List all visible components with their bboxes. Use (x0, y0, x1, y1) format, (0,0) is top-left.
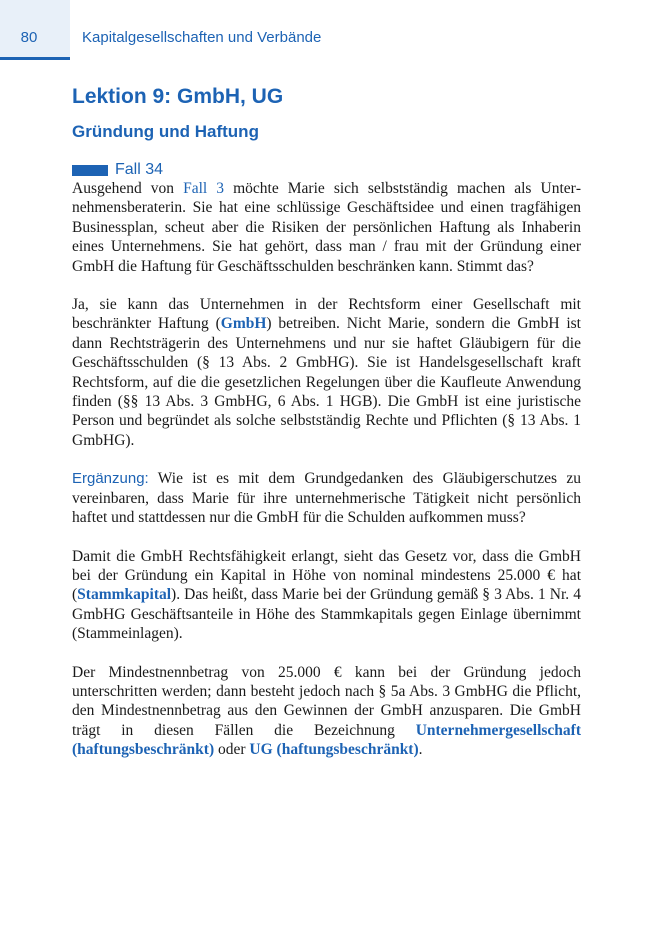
page-number-tab (0, 0, 70, 60)
text-span: oder (214, 741, 250, 759)
section-title: Gründung und Haftung (72, 122, 259, 141)
text-span: Ausgehend von (72, 180, 184, 197)
supplement-paragraph (72, 469, 581, 527)
text-span: Ja, sie kann das Unternehmen in der Rechtsform einer Gesellschaft mit beschränkter Haftung ( (72, 296, 581, 333)
text-span: ). Das heißt, dass Marie bei der Gründung gemäß § 3 Abs. 1 Nr. 4 GmbHG Geschäftsanteile in Höhe des Stammkapitals gegen Einlage übernimmt (Stammeinlagen). (72, 586, 581, 643)
text-span: ) betreiben. Nicht Marie, sondern die GmbH ist dann Rechtsträgerin des Unternehmens und nur sie haftet Gläubigern für die Geschäftsschulden (§ 13 Abs. 2 GmbHG). Sie ist Handelsgesellschaft kraft Rechtsform, auf die die gesetzlichen Regelungen über die Kaufleute Anwendung finden (§§ 13 Abs. 3 GmbHG, 6 Abs. 1 HGB). Die GmbH ist eine juristische Person und begründet als solche selbstständig Rechte und Pflichten (§ 13 Abs. 1 GmbHG). (72, 315, 581, 449)
case-question-paragraph (72, 179, 581, 276)
key-term-stammkapital: Stammkapital (77, 586, 172, 604)
key-term-gmbh: GmbH (220, 315, 267, 333)
minimum-amount-paragraph (72, 663, 581, 760)
text-span: . (418, 741, 423, 759)
text-span: Wie ist es mit dem Grundgedanken des Gläubigerschutzes zu vereinbaren, dass Marie für ihre unternehmerische Tätigkeit nicht persönlich haftet und stattdessen nur die GmbH für die Schulden aufkommen muss? (72, 470, 581, 527)
text-span: möchte Marie sich selbstständig machen als Unternehmensberaterin. Sie hat eine schlüssige Geschäftsidee und einen tragfähigen Businessplan, scheut aber die Risiken der persönlichen Haftung als Inhaberin eines Unternehmens. Sie hat gehört, dass man / frau mit der Gründung einer GmbH die Haftung für Geschäftsschulden beschränken kann. Stimmt das? (72, 180, 581, 275)
text-span: Der Mindestnennbetrag von 25.000 € kann bei der Gründung jedoch unterschritten werden; dann besteht jedoch nach § 5a Abs. 3 GmbHG die Pflicht, den Mindestnennbetrag aus den Gewinnen der GmbH anzusparen. Die GmbH trägt in diesen Fällen die Bezeichnung (72, 663, 581, 739)
case-heading (72, 161, 581, 179)
case-label: Fall 34 (115, 161, 164, 178)
answer-paragraph (72, 295, 581, 450)
lesson-title: Lektion 9: GmbH, UG (72, 85, 284, 108)
running-title: Kapitalgesellschaften und Verbände (82, 29, 322, 46)
main-content (72, 84, 581, 760)
share-capital-paragraph (72, 547, 581, 644)
supplement-label: Ergänzung: (72, 470, 149, 488)
key-term-ug: UG (haftungsbeschränkt) (249, 741, 419, 759)
key-term-unternehmergesellschaft: Unternehmergesellschaft (haftungsbeschränkt) (72, 721, 581, 759)
page-number: 80 (20, 29, 38, 46)
case-reference-link[interactable]: Fall 3 (183, 180, 225, 197)
text-span: Damit die GmbH Rechtsfähigkeit erlangt, sieht das Gesetz vor, dass die GmbH bei der Gründung ein Kapital in Höhe von nominal mindestens 25.000 € hat ( (72, 547, 581, 604)
case-marker-bar (72, 165, 108, 176)
page-header (0, 0, 650, 60)
